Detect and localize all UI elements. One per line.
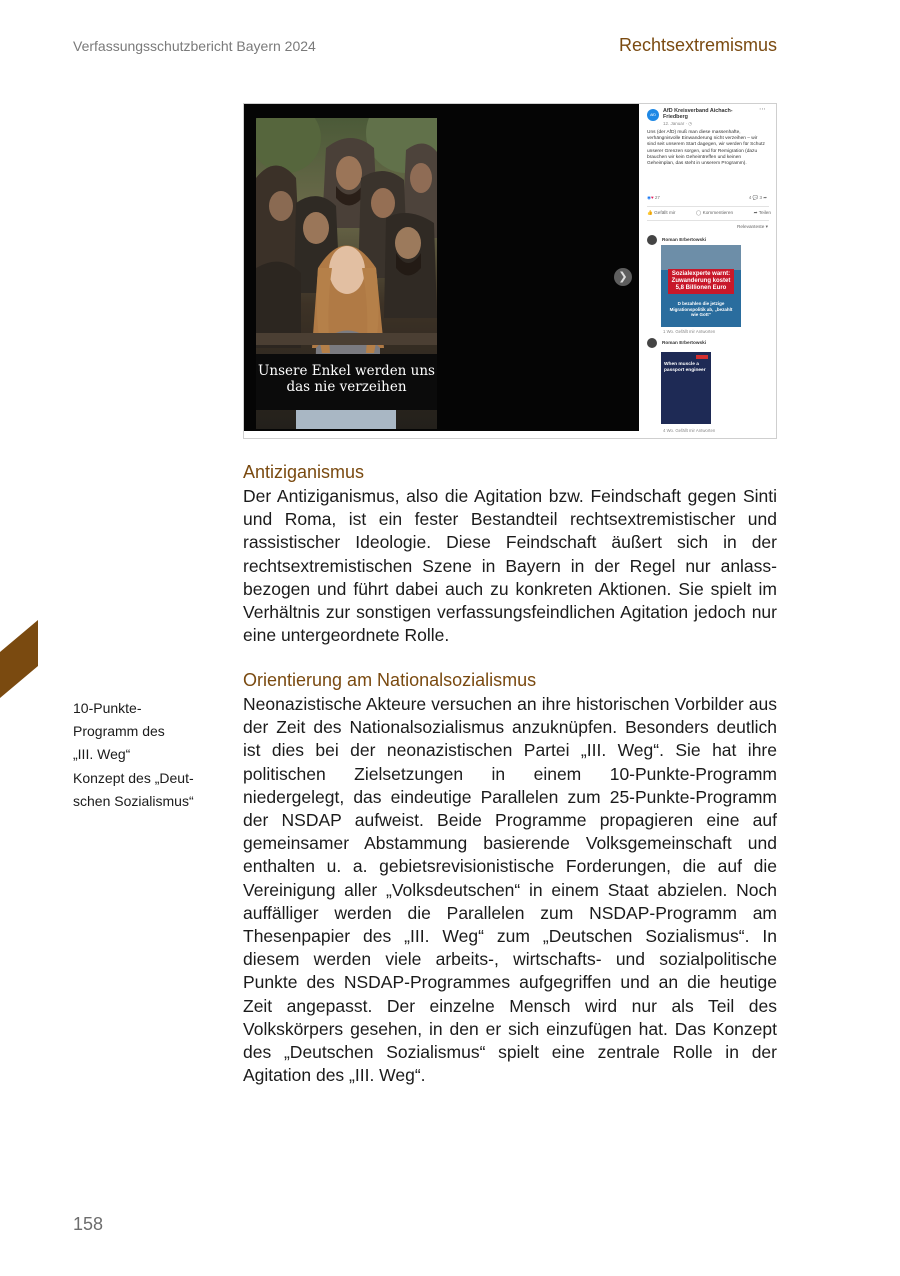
post-actions: [647, 210, 771, 216]
comment-image[interactable]: [661, 245, 741, 327]
comment-button[interactable]: ◯ Kommentieren: [696, 210, 734, 215]
page-avatar: AfD: [647, 109, 659, 121]
more-options-icon[interactable]: ⋯: [759, 106, 766, 113]
margin-note-line: Konzept des „Deut-: [73, 769, 194, 786]
image-viewer: [244, 104, 639, 431]
margin-note-line: schen Sozialismus“: [73, 792, 194, 809]
comment-image-photo: [661, 245, 741, 270]
divider: [647, 206, 769, 207]
reaction-bar: [647, 195, 767, 201]
share-button[interactable]: ➦ Teilen: [753, 210, 771, 215]
commenter-avatar: [647, 338, 657, 348]
figure-screenshot: [243, 103, 777, 439]
post-author[interactable]: AfD Kreisverband Aichach-Friedberg: [663, 108, 733, 120]
margin-notes: [73, 697, 213, 813]
section-paragraph: Der Antiziganismus, also die Agitation bzw. Feindschaft gegen Sinti und Roma, ist ein fester Bestandteil rechtsextremistischer und rassistischer Ideologie. Diese Feindschaft äußert sich in der rechtsextremistischen Szene in Bayern in der Regel nur anlassbezogen und führt dabei auch zu konkreten Aktionen. Sie spielt im Verhältnis zur sonstigen verfassungsfeindlichen Agitation jedoch nur eine untergeordnete Rolle.: [243, 486, 777, 646]
comment-image-headline: Sozialexperte warnt: Zuwanderung kostet 5,8 Billionen Euro: [668, 269, 734, 294]
image-caption: [256, 363, 437, 395]
divider: [647, 220, 769, 221]
image-caption-line-1: Unsere Enkel werden uns: [258, 363, 435, 379]
sort-comments-dropdown[interactable]: Relevanteste ▾: [736, 224, 768, 229]
margin-note-line: Programm des: [73, 723, 165, 740]
like-button[interactable]: 👍 Gefällt mir: [647, 210, 676, 215]
commenter-avatar: [647, 235, 657, 245]
comment-image[interactable]: [661, 352, 711, 424]
running-header-title: Verfassungsschutzbericht Bayern 2024: [73, 38, 316, 54]
like-label: Gefällt mir: [654, 210, 676, 215]
comment-meta: 1 Wo. Gefällt mir Antworten: [663, 329, 716, 334]
chapter-tab-marker: [0, 620, 38, 698]
comment-image-tag: [696, 355, 708, 359]
margin-note-line: 10-Punkte-: [73, 700, 142, 716]
section-paragraph: Neonazistische Akteure versuchen an ihre historischen Vorbilder aus der Zeit des Nationalsozialismus anzuknüpfen. Besonders deutlich ist dies bei der neonazistischen Partei „III. Weg“. Sie hat ihre politischen Zielsetzungen in einem 10-Punkte-Programm niedergelegt, das eindeutige Parallelen zum 25-Punkte-Programm der NSDAP aufweist. Beide Programme propagieren eine auf gemeinsamer Abstammung basierende Volksgemeinschaft und enthalten u. a. gebietsrevisionistische Forderungen, die auf die Vereinigung aller „Volksdeutschen“ in einem Staat abzielen. Noch auffälliger werden die Parallelen zum NSDAP-Programm am Thesenpapier des „III. Weg“ zum „Deutschen Sozialismus“. In diesem werden viele arbeits-, wirtschafts- und sozialpolitische Punkte des NSDAP-Programmes aufgegriffen und an die heutige Zeit angepasst. Der einzelne Mensch wird nur als Teil des Volkskörpers gesehen, in den er sich einzufügen hat. Das Konzept des „Deutschen Sozialismus“ spielt eine zentrale Rolle in der Agitation des „III. Weg“.: [243, 694, 777, 1086]
facebook-post-panel: [641, 104, 776, 438]
comment-meta: 4 Wo. Gefällt mir Antworten: [663, 428, 716, 433]
comment-author[interactable]: Roman Erbertowski: [662, 340, 707, 345]
comment-label: Kommentieren: [702, 210, 734, 215]
chevron-right-icon[interactable]: ❯: [614, 268, 632, 286]
post-text: Uns (der AfD) muß man diese massenhafte, verhängnisvolle Einwanderung nicht verzeihen – wir sind seit unserem Start dagegen, wir werden für Schutz unserer Grenzen sorgen, und für Remigration (dazu brauchen wir kein Geheimtreffen und keinen Geheimplan, das steht in unserem Programm).: [647, 130, 765, 167]
share-label: Teilen: [758, 210, 771, 215]
reaction-icons: ◉: [647, 195, 651, 200]
post-date: 12. Januar · ◷: [663, 121, 693, 126]
comment-image-headline: When muscle a passport engineer: [664, 362, 706, 373]
margin-note-line: „III. Weg“: [73, 746, 131, 763]
page-number: 158: [73, 1214, 104, 1234]
image-caption-line-2: das nie verzeihen: [286, 379, 407, 395]
section-heading: Orientierung am Nationalsozialismus: [243, 670, 537, 690]
comment-image-subline: D bezahlen die jetzige Migrationspolitik ab, „bezahlt wie Gott“: [669, 301, 733, 317]
comment-author[interactable]: Roman Erbertowski: [662, 237, 707, 242]
comments-shares-count: 4 💬 3 ➦: [748, 195, 767, 200]
running-header-chapter: Rechtsextremismus: [618, 35, 777, 55]
heart-icon: ♥: [650, 195, 654, 200]
propaganda-image: [256, 118, 437, 429]
section-heading: Antiziganismus: [243, 462, 365, 482]
reaction-count: 27: [654, 195, 660, 200]
